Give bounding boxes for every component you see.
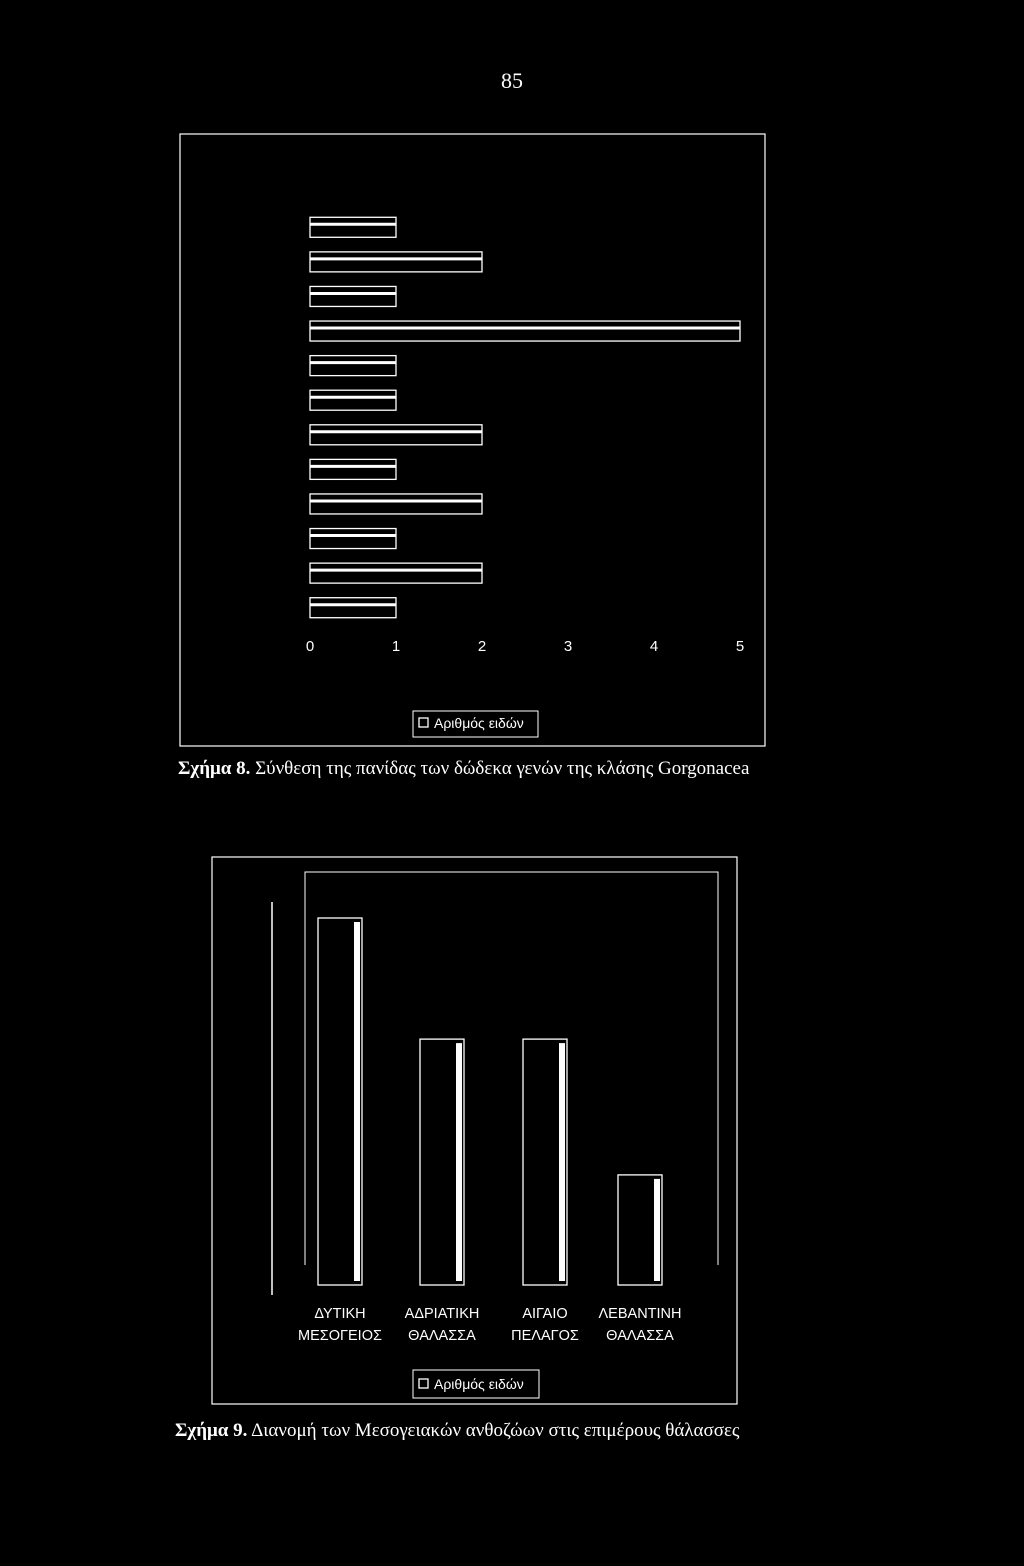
x-tick-label: 4 bbox=[649, 638, 659, 655]
bar bbox=[310, 252, 482, 272]
page-number: 85 bbox=[501, 68, 523, 93]
category-label-line1: ΑΙΓΑΙΟ bbox=[522, 1306, 568, 1322]
legend-label: Αριθμός ειδών bbox=[434, 1376, 524, 1392]
x-tick-label: 5 bbox=[735, 638, 745, 655]
figure-8-chart bbox=[0, 0, 1024, 760]
category-label-line1: ΛΕΒΑΝΤΙΝΗ bbox=[598, 1306, 682, 1322]
category-label-line2: ΜΕΣΟΓΕΙΟΣ bbox=[298, 1328, 382, 1344]
bar bbox=[310, 563, 482, 583]
bar bbox=[310, 598, 396, 618]
bar-side-face bbox=[354, 922, 360, 1281]
bar bbox=[310, 356, 396, 376]
legend bbox=[413, 711, 538, 737]
bar bbox=[310, 459, 396, 479]
x-tick-label: 0 bbox=[305, 638, 315, 655]
category-label-line2: ΠΕΛΑΓΟΣ bbox=[511, 1328, 579, 1344]
legend bbox=[413, 1370, 539, 1398]
bar-side-face bbox=[654, 1179, 660, 1281]
caption-label: Σχήμα 9. bbox=[175, 1420, 248, 1441]
x-tick-label: 1 bbox=[391, 638, 401, 655]
x-tick-label: 3 bbox=[563, 638, 573, 655]
category-label-line2: ΘΑΛΑΣΣΑ bbox=[606, 1328, 674, 1344]
bar bbox=[310, 494, 482, 514]
category-label-line1: ΑΔΡΙΑΤΙΚΗ bbox=[404, 1306, 480, 1322]
bar bbox=[310, 529, 396, 549]
figure-9-chart bbox=[0, 840, 1024, 1440]
caption-text: Σύνθεση της πανίδας των δώδεκα γενών της κλάσης Gorgonacea bbox=[255, 758, 750, 779]
category-label-line1: ΔΥΤΙΚΗ bbox=[314, 1306, 366, 1322]
bar bbox=[310, 286, 396, 306]
bar bbox=[310, 217, 396, 237]
bar bbox=[310, 425, 482, 445]
figure-9-caption bbox=[175, 1420, 739, 1442]
bar bbox=[310, 390, 396, 410]
caption-label: Σχήμα 8. bbox=[178, 758, 251, 779]
figure-8-caption bbox=[178, 758, 749, 780]
x-tick-label: 2 bbox=[477, 638, 487, 655]
legend-swatch bbox=[419, 1379, 428, 1388]
chart-frame bbox=[180, 134, 765, 746]
bar-side-face bbox=[456, 1043, 462, 1281]
category-label-line2: ΘΑΛΑΣΣΑ bbox=[408, 1328, 476, 1344]
caption-text: Διανομή των Μεσογειακών ανθοζώων στις επιμέρους θάλασσες bbox=[251, 1420, 740, 1441]
bar bbox=[310, 321, 740, 341]
bar-side-face bbox=[559, 1043, 565, 1281]
legend-label: Αριθμός ειδών bbox=[434, 715, 524, 731]
legend-swatch bbox=[419, 718, 428, 727]
